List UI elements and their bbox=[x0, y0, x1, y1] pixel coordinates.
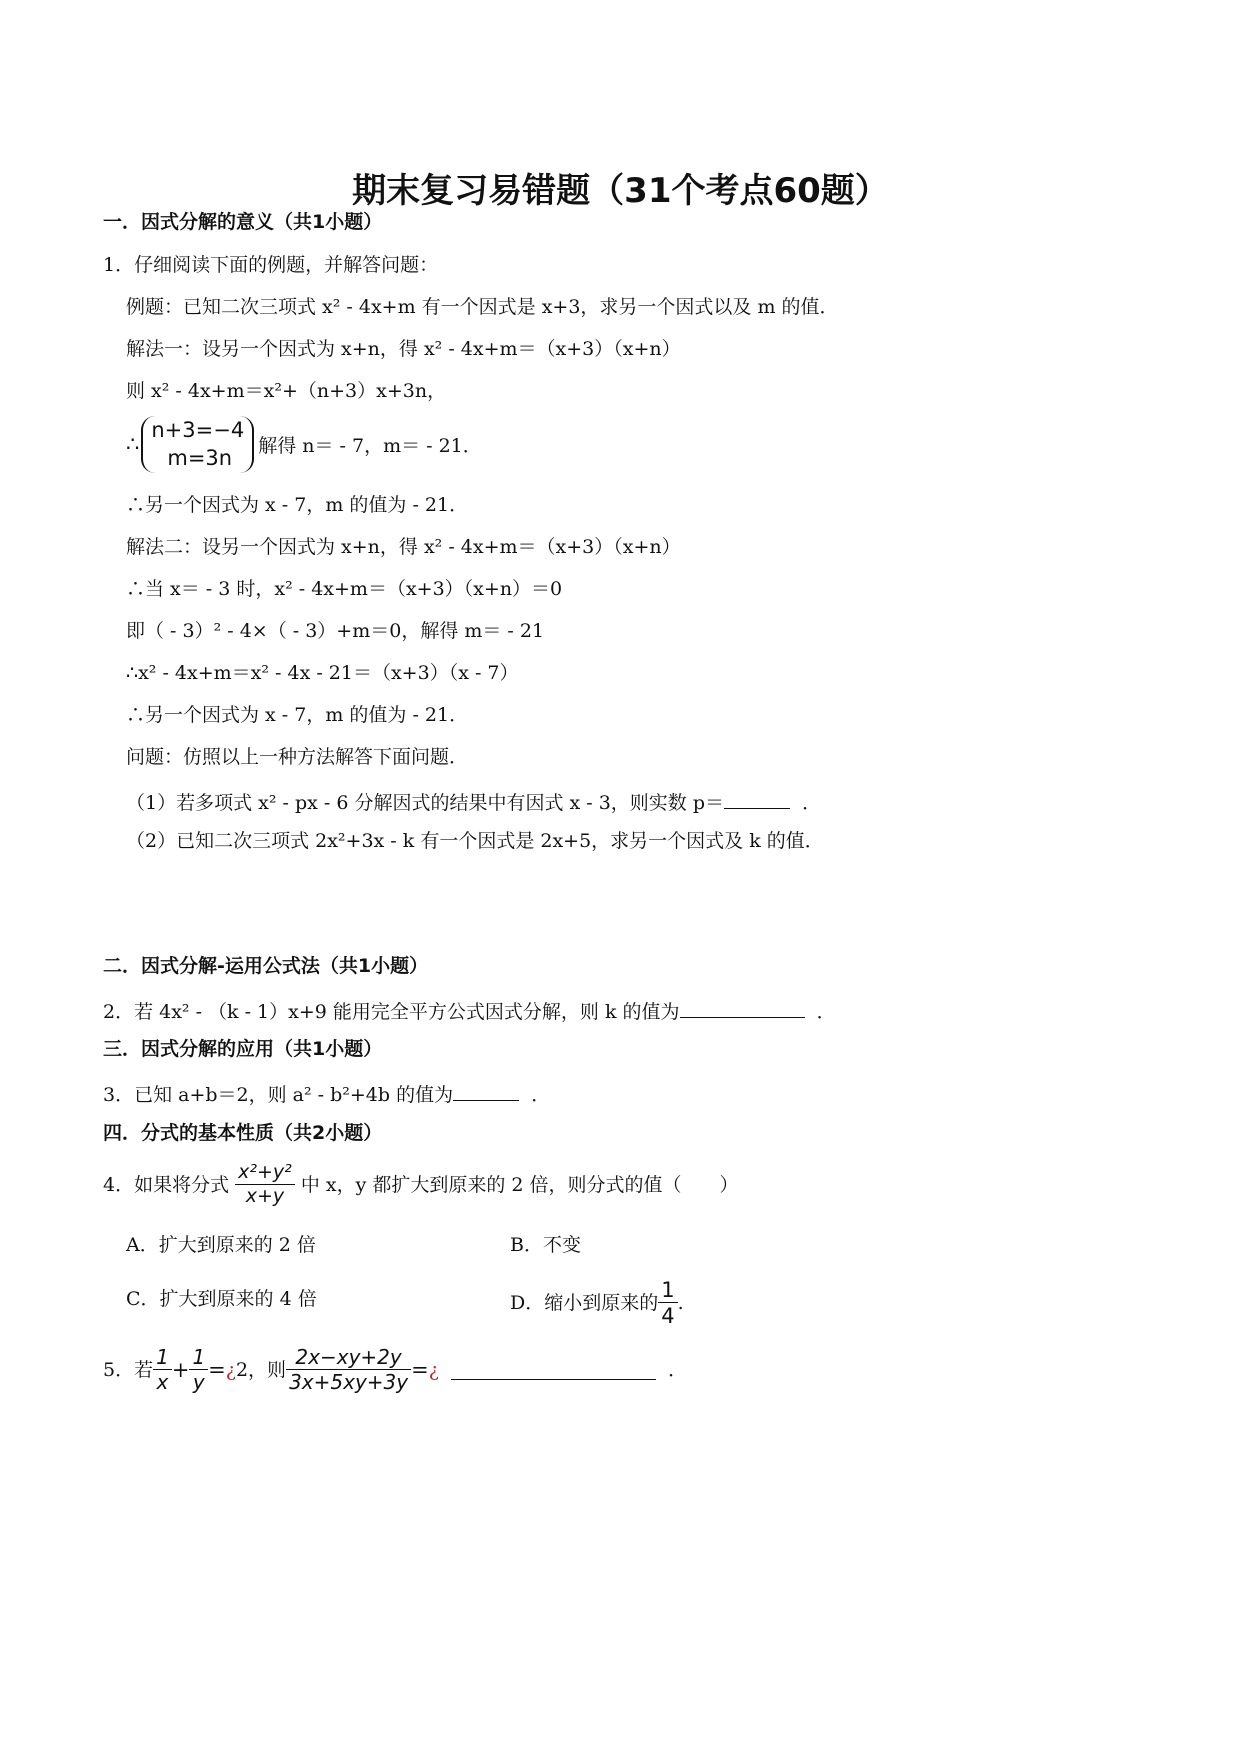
fraction-denominator: 3x+5xy+3y bbox=[289, 1370, 409, 1394]
q4-option-a: A．扩大到原来的 2 倍 bbox=[126, 1234, 316, 1256]
q4-text-pre: 4．如果将分式 bbox=[103, 1173, 230, 1196]
q5-text-pre: 5．若 bbox=[103, 1359, 154, 1381]
equation-brace bbox=[141, 416, 254, 473]
q2 bbox=[103, 999, 836, 1022]
answer-blank[interactable] bbox=[724, 790, 790, 809]
fraction-denominator: x+y bbox=[245, 1184, 285, 1207]
page-title: 期末复习易错题（31个考点60题） bbox=[352, 171, 889, 211]
q1-method2-line4: ∴x² - 4x+m＝x² - 4x - 21＝（x+3）（x - 7） bbox=[126, 662, 519, 684]
q1-method2-line3: 即（ - 3）² - 4×（ - 3）+m＝0，解得 m＝ - 21 bbox=[126, 620, 545, 642]
q3 bbox=[103, 1082, 550, 1105]
answer-blank[interactable] bbox=[680, 999, 805, 1018]
answer-blank[interactable] bbox=[451, 1361, 656, 1380]
q1-equation-system bbox=[126, 416, 482, 473]
answer-blank[interactable] bbox=[453, 1082, 519, 1101]
fraction-numerator: 1 bbox=[153, 1346, 172, 1370]
equals-sign: = bbox=[411, 1358, 429, 1382]
fraction-numerator: 1 bbox=[658, 1278, 677, 1303]
section-heading-4: 四．分式的基本性质（共2小题） bbox=[103, 1122, 383, 1144]
q4-stem bbox=[103, 1162, 739, 1209]
fraction-denominator: x bbox=[156, 1370, 169, 1394]
placeholder-glyph: ¿ bbox=[225, 1359, 236, 1381]
q5-end: ． bbox=[668, 1359, 688, 1381]
q3-text: 3．已知 a+b＝2，则 a² - b²+4b 的值为 bbox=[103, 1084, 454, 1106]
q4-option-c: C．扩大到原来的 4 倍 bbox=[126, 1288, 317, 1310]
therefore-symbol: ∴ bbox=[126, 432, 140, 457]
q4-text-post: 中 x，y 都扩大到原来的 2 倍，则分式的值（ ） bbox=[300, 1173, 739, 1196]
q5 bbox=[103, 1346, 687, 1395]
option-d-fraction bbox=[658, 1278, 677, 1329]
q1-part1-text: （1）若多项式 x² - px - 6 分解因式的结果中有因式 x - 3，则实数 p＝ bbox=[126, 792, 725, 814]
equals-sign: = bbox=[208, 1358, 226, 1382]
fraction-denominator: 4 bbox=[661, 1304, 675, 1329]
q2-text: 2．若 4x² - （k - 1）x+9 能用完全平方公式因式分解，则 k 的值为 bbox=[103, 1001, 680, 1023]
placeholder-glyph: ¿ bbox=[428, 1359, 439, 1381]
q4-option-d-end: . bbox=[677, 1292, 684, 1315]
q4-option-b: B．不变 bbox=[510, 1234, 581, 1256]
q1-method1-line1: 解法一：设另一个因式为 x+n，得 x² - 4x+m＝（x+3）（x+n） bbox=[126, 338, 681, 360]
fraction-numerator: x²+y² bbox=[235, 1162, 295, 1185]
q4-option-d bbox=[510, 1278, 684, 1329]
q3-end: ． bbox=[531, 1084, 551, 1106]
q1-example: 例题：已知二次三项式 x² - 4x+m 有一个因式是 x+3，求另一个因式以及 m 的值． bbox=[126, 296, 839, 318]
q5-fraction-3 bbox=[286, 1346, 411, 1395]
fraction-numerator: 1 bbox=[189, 1346, 208, 1370]
q5-fraction-1 bbox=[153, 1346, 172, 1395]
q1-part2: （2）已知二次三项式 2x²+3x - k 有一个因式是 2x+5，求另一个因式及 k 的值． bbox=[126, 830, 824, 852]
q1-method1-line4: ∴另一个因式为 x - 7，m 的值为 - 21． bbox=[126, 494, 469, 516]
fraction-numerator: 2x−xy+2y bbox=[286, 1346, 411, 1370]
equation-1: n+3=−4 bbox=[151, 418, 245, 442]
q4-option-d-text: D．缩小到原来的 bbox=[510, 1292, 659, 1315]
q5-value: 2，则 bbox=[235, 1359, 287, 1381]
q1-part1-end: ． bbox=[802, 792, 822, 814]
q1-task: 问题：仿照以上一种方法解答下面问题． bbox=[126, 746, 469, 768]
q1-method1-line2: 则 x² - 4x+m＝x²+（n+3）x+3n， bbox=[126, 380, 447, 402]
fraction-denominator: y bbox=[192, 1370, 205, 1394]
section-heading-1: 一．因式分解的意义（共1小题） bbox=[103, 211, 383, 233]
q5-fraction-2 bbox=[189, 1346, 208, 1395]
plus-sign: + bbox=[171, 1358, 190, 1382]
section-heading-3: 三．因式分解的应用（共1小题） bbox=[103, 1038, 383, 1060]
equation-solution: 解得 n＝ - 7，m＝ - 21． bbox=[258, 434, 482, 457]
q1-intro: 1．仔细阅读下面的例题，并解答问题： bbox=[103, 254, 439, 276]
q4-fraction bbox=[235, 1162, 295, 1209]
equation-2: m=3n bbox=[167, 446, 233, 471]
section-heading-2: 二．因式分解-运用公式法（共1小题） bbox=[103, 955, 429, 977]
q1-part1 bbox=[126, 790, 821, 813]
q2-end: ． bbox=[816, 1001, 836, 1023]
q1-method2-line2: ∴当 x＝ - 3 时，x² - 4x+m＝（x+3）（x+n）＝0 bbox=[126, 578, 563, 600]
q1-method2-line5: ∴另一个因式为 x - 7，m 的值为 - 21． bbox=[126, 704, 469, 726]
q1-method2-line1: 解法二：设另一个因式为 x+n，得 x² - 4x+m＝（x+3）（x+n） bbox=[126, 536, 681, 558]
